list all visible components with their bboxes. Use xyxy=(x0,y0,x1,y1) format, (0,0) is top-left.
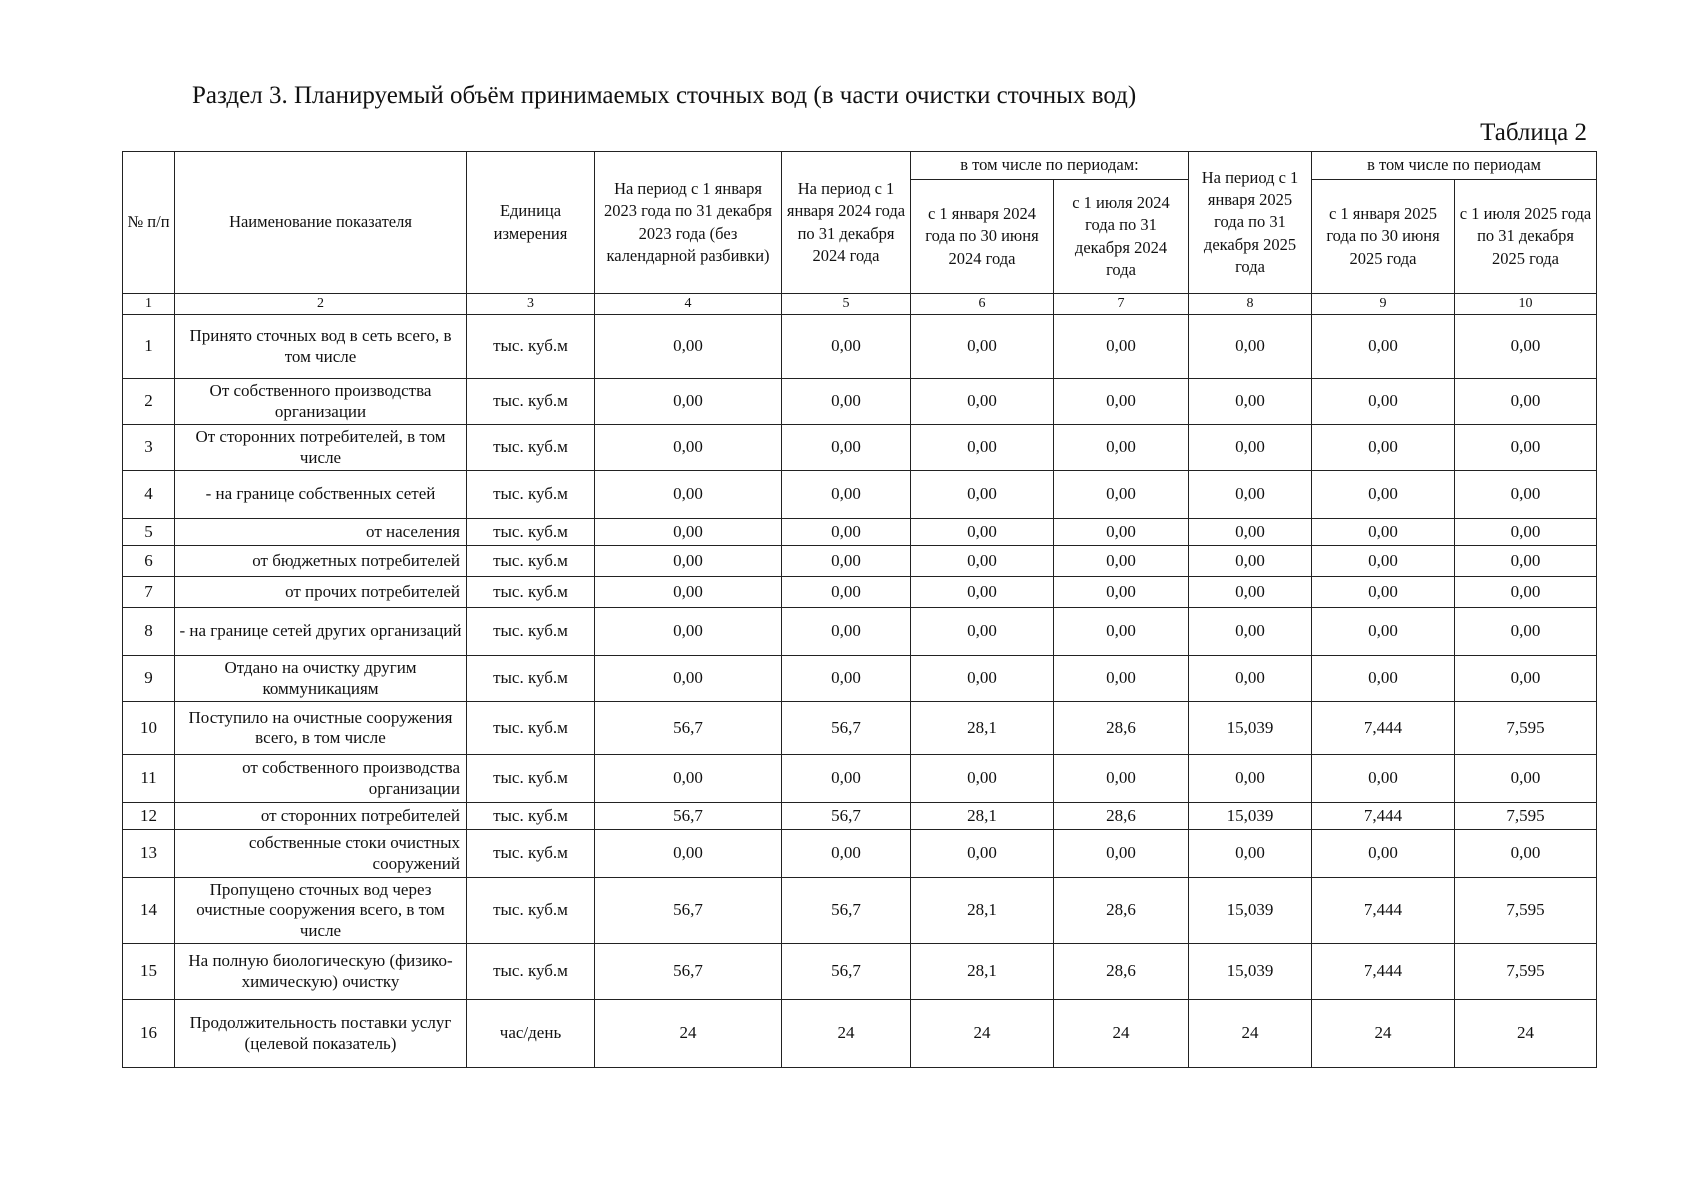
row-value: 0,00 xyxy=(1189,519,1312,546)
row-value: 0,00 xyxy=(1054,577,1189,608)
row-value: 0,00 xyxy=(1455,315,1597,379)
data-table xyxy=(122,151,1597,1068)
row-value: 0,00 xyxy=(911,577,1054,608)
row-value: 0,00 xyxy=(1189,608,1312,656)
column-index: 9 xyxy=(1312,294,1455,315)
row-indicator-name: От сторонних потребителей, в том числе xyxy=(175,425,467,471)
row-value: 7,595 xyxy=(1455,944,1597,1000)
table-row xyxy=(123,425,1597,471)
row-value: 0,00 xyxy=(1054,315,1189,379)
row-value: 7,444 xyxy=(1312,878,1455,944)
row-value: 0,00 xyxy=(595,425,782,471)
row-value: 28,1 xyxy=(911,702,1054,755)
header-group-2025: в том числе по периодам xyxy=(1312,152,1597,180)
row-value: 28,1 xyxy=(911,878,1054,944)
row-value: 28,6 xyxy=(1054,803,1189,830)
header-period-2025: На период с 1 января 2025 года по 31 декабря 2025 года xyxy=(1189,152,1312,294)
row-value: 56,7 xyxy=(782,944,911,1000)
row-value: 0,00 xyxy=(911,519,1054,546)
row-indicator-name: - на границе сетей других организаций xyxy=(175,608,467,656)
row-value: 0,00 xyxy=(1189,546,1312,577)
row-value: 7,595 xyxy=(1455,878,1597,944)
row-value: 0,00 xyxy=(911,608,1054,656)
row-value: 0,00 xyxy=(1312,546,1455,577)
row-value: 0,00 xyxy=(782,577,911,608)
row-value: 0,00 xyxy=(911,546,1054,577)
row-number: 5 xyxy=(123,519,175,546)
row-value: 24 xyxy=(1189,1000,1312,1068)
row-unit: тыс. куб.м xyxy=(467,577,595,608)
table-row xyxy=(123,656,1597,702)
row-unit: тыс. куб.м xyxy=(467,315,595,379)
row-number: 15 xyxy=(123,944,175,1000)
section-title: Раздел 3. Планируемый объём принимаемых сточных вод (в части очистки сточных вод) xyxy=(192,82,1137,109)
header-period-2023: На период с 1 января 2023 года по 31 декабря 2023 года (без календарной разбивки) xyxy=(595,152,782,294)
row-value: 0,00 xyxy=(1312,315,1455,379)
row-value: 0,00 xyxy=(1455,830,1597,878)
column-index: 8 xyxy=(1189,294,1312,315)
row-value: 56,7 xyxy=(782,878,911,944)
row-value: 0,00 xyxy=(1312,656,1455,702)
row-value: 24 xyxy=(1054,1000,1189,1068)
row-value: 0,00 xyxy=(595,379,782,425)
row-value: 0,00 xyxy=(911,379,1054,425)
header-unit: Единица измерения xyxy=(467,152,595,294)
row-unit: час/день xyxy=(467,1000,595,1068)
row-value: 0,00 xyxy=(1189,830,1312,878)
row-value: 0,00 xyxy=(1054,519,1189,546)
table-row xyxy=(123,830,1597,878)
row-number: 13 xyxy=(123,830,175,878)
row-value: 0,00 xyxy=(782,608,911,656)
header-2025-h1: с 1 января 2025 года по 30 июня 2025 года xyxy=(1312,180,1455,294)
row-value: 15,039 xyxy=(1189,878,1312,944)
row-value: 0,00 xyxy=(1189,755,1312,803)
row-value: 56,7 xyxy=(595,702,782,755)
row-value: 0,00 xyxy=(782,546,911,577)
header-2025-h2: с 1 июля 2025 года по 31 декабря 2025 года xyxy=(1455,180,1597,294)
row-value: 0,00 xyxy=(595,577,782,608)
row-value: 0,00 xyxy=(1054,830,1189,878)
row-value: 28,1 xyxy=(911,803,1054,830)
row-value: 0,00 xyxy=(1189,425,1312,471)
row-value: 0,00 xyxy=(1455,471,1597,519)
header-period-2024: На период с 1 января 2024 года по 31 декабря 2024 года xyxy=(782,152,911,294)
header-2024-h1: с 1 января 2024 года по 30 июня 2024 года xyxy=(911,180,1054,294)
row-indicator-name: - на границе собственных сетей xyxy=(175,471,467,519)
row-value: 0,00 xyxy=(782,425,911,471)
row-value: 0,00 xyxy=(1189,656,1312,702)
column-index: 7 xyxy=(1054,294,1189,315)
row-value: 0,00 xyxy=(1054,379,1189,425)
row-number: 14 xyxy=(123,878,175,944)
table-label: Таблица 2 xyxy=(1480,119,1587,146)
table-row xyxy=(123,878,1597,944)
row-value: 0,00 xyxy=(595,315,782,379)
row-unit: тыс. куб.м xyxy=(467,830,595,878)
table-row xyxy=(123,379,1597,425)
row-unit: тыс. куб.м xyxy=(467,944,595,1000)
row-value: 0,00 xyxy=(595,546,782,577)
row-value: 0,00 xyxy=(911,425,1054,471)
row-value: 15,039 xyxy=(1189,944,1312,1000)
row-number: 4 xyxy=(123,471,175,519)
row-value: 56,7 xyxy=(595,803,782,830)
row-indicator-name: от бюджетных потребителей xyxy=(175,546,467,577)
row-value: 0,00 xyxy=(1054,546,1189,577)
row-value: 24 xyxy=(595,1000,782,1068)
header-name: Наименование показателя xyxy=(175,152,467,294)
column-index: 5 xyxy=(782,294,911,315)
row-indicator-name: Продолжительность поставки услуг (целевой показатель) xyxy=(175,1000,467,1068)
row-value: 0,00 xyxy=(595,656,782,702)
row-value: 0,00 xyxy=(911,471,1054,519)
row-number: 3 xyxy=(123,425,175,471)
row-value: 0,00 xyxy=(1054,755,1189,803)
table-row xyxy=(123,755,1597,803)
table-row xyxy=(123,944,1597,1000)
table-row xyxy=(123,471,1597,519)
row-unit: тыс. куб.м xyxy=(467,755,595,803)
column-index: 2 xyxy=(175,294,467,315)
row-value: 0,00 xyxy=(595,755,782,803)
table-row xyxy=(123,608,1597,656)
row-value: 0,00 xyxy=(595,519,782,546)
row-value: 0,00 xyxy=(1312,577,1455,608)
row-value: 0,00 xyxy=(1312,830,1455,878)
row-unit: тыс. куб.м xyxy=(467,425,595,471)
row-value: 0,00 xyxy=(1312,471,1455,519)
row-value: 0,00 xyxy=(1455,425,1597,471)
row-value: 0,00 xyxy=(782,379,911,425)
row-unit: тыс. куб.м xyxy=(467,379,595,425)
row-value: 0,00 xyxy=(782,755,911,803)
row-value: 0,00 xyxy=(1312,519,1455,546)
row-value: 7,595 xyxy=(1455,803,1597,830)
row-unit: тыс. куб.м xyxy=(467,803,595,830)
row-value: 15,039 xyxy=(1189,702,1312,755)
row-value: 15,039 xyxy=(1189,803,1312,830)
row-unit: тыс. куб.м xyxy=(467,702,595,755)
row-value: 0,00 xyxy=(1455,577,1597,608)
row-number: 11 xyxy=(123,755,175,803)
column-index: 6 xyxy=(911,294,1054,315)
row-value: 0,00 xyxy=(911,656,1054,702)
row-value: 0,00 xyxy=(1312,608,1455,656)
row-number: 6 xyxy=(123,546,175,577)
table-row xyxy=(123,546,1597,577)
row-indicator-name: от сторонних потребителей xyxy=(175,803,467,830)
row-indicator-name: Поступило на очистные сооружения всего, в том числе xyxy=(175,702,467,755)
row-value: 24 xyxy=(911,1000,1054,1068)
row-value: 56,7 xyxy=(595,944,782,1000)
row-number: 9 xyxy=(123,656,175,702)
table-row xyxy=(123,1000,1597,1068)
header-num: № п/п xyxy=(123,152,175,294)
row-indicator-name: собственные стоки очистных сооружений xyxy=(175,830,467,878)
row-unit: тыс. куб.м xyxy=(467,546,595,577)
row-value: 56,7 xyxy=(782,803,911,830)
row-value: 0,00 xyxy=(1455,608,1597,656)
row-indicator-name: От собственного производства организации xyxy=(175,379,467,425)
row-value: 0,00 xyxy=(911,830,1054,878)
row-value: 7,595 xyxy=(1455,702,1597,755)
row-value: 0,00 xyxy=(1455,379,1597,425)
row-indicator-name: Отдано на очистку другим коммуникациям xyxy=(175,656,467,702)
column-index-row xyxy=(123,294,1597,315)
row-indicator-name: На полную биологическую (физико-химическую) очистку xyxy=(175,944,467,1000)
row-value: 24 xyxy=(782,1000,911,1068)
row-number: 2 xyxy=(123,379,175,425)
row-unit: тыс. куб.м xyxy=(467,608,595,656)
table-row xyxy=(123,519,1597,546)
table-row xyxy=(123,803,1597,830)
row-value: 0,00 xyxy=(782,471,911,519)
row-value: 0,00 xyxy=(1455,519,1597,546)
column-index: 4 xyxy=(595,294,782,315)
row-number: 1 xyxy=(123,315,175,379)
column-index: 10 xyxy=(1455,294,1597,315)
row-value: 0,00 xyxy=(1189,315,1312,379)
header-2024-h2: с 1 июля 2024 года по 31 декабря 2024 года xyxy=(1054,180,1189,294)
row-value: 56,7 xyxy=(595,878,782,944)
row-indicator-name: Пропущено сточных вод через очистные сооружения всего, в том числе xyxy=(175,878,467,944)
row-unit: тыс. куб.м xyxy=(467,656,595,702)
row-value: 7,444 xyxy=(1312,803,1455,830)
row-value: 0,00 xyxy=(782,519,911,546)
row-number: 16 xyxy=(123,1000,175,1068)
row-unit: тыс. куб.м xyxy=(467,878,595,944)
header-row-1 xyxy=(123,152,1597,180)
row-value: 0,00 xyxy=(782,830,911,878)
row-value: 0,00 xyxy=(595,471,782,519)
row-value: 0,00 xyxy=(1312,379,1455,425)
header-group-2024: в том числе по периодам: xyxy=(911,152,1189,180)
row-value: 24 xyxy=(1312,1000,1455,1068)
row-value: 0,00 xyxy=(1054,608,1189,656)
row-value: 0,00 xyxy=(1054,471,1189,519)
row-indicator-name: от собственного производства организации xyxy=(175,755,467,803)
row-value: 0,00 xyxy=(1189,577,1312,608)
table-row xyxy=(123,315,1597,379)
row-number: 10 xyxy=(123,702,175,755)
row-value: 56,7 xyxy=(782,702,911,755)
column-index: 1 xyxy=(123,294,175,315)
row-value: 0,00 xyxy=(1455,755,1597,803)
row-value: 0,00 xyxy=(1189,379,1312,425)
row-value: 0,00 xyxy=(1312,425,1455,471)
row-value: 0,00 xyxy=(1455,656,1597,702)
row-unit: тыс. куб.м xyxy=(467,519,595,546)
row-unit: тыс. куб.м xyxy=(467,471,595,519)
row-value: 28,6 xyxy=(1054,944,1189,1000)
row-value: 0,00 xyxy=(1455,546,1597,577)
row-value: 0,00 xyxy=(782,315,911,379)
row-value: 0,00 xyxy=(1189,471,1312,519)
row-value: 28,6 xyxy=(1054,878,1189,944)
row-value: 24 xyxy=(1455,1000,1597,1068)
row-indicator-name: Принято сточных вод в сеть всего, в том числе xyxy=(175,315,467,379)
row-number: 12 xyxy=(123,803,175,830)
row-number: 8 xyxy=(123,608,175,656)
row-indicator-name: от прочих потребителей xyxy=(175,577,467,608)
row-value: 0,00 xyxy=(595,608,782,656)
row-value: 0,00 xyxy=(1312,755,1455,803)
row-indicator-name: от населения xyxy=(175,519,467,546)
row-value: 7,444 xyxy=(1312,944,1455,1000)
row-value: 0,00 xyxy=(595,830,782,878)
table-row xyxy=(123,577,1597,608)
column-index: 3 xyxy=(467,294,595,315)
row-number: 7 xyxy=(123,577,175,608)
row-value: 28,1 xyxy=(911,944,1054,1000)
row-value: 0,00 xyxy=(1054,425,1189,471)
row-value: 0,00 xyxy=(782,656,911,702)
row-value: 28,6 xyxy=(1054,702,1189,755)
row-value: 7,444 xyxy=(1312,702,1455,755)
table-row xyxy=(123,702,1597,755)
row-value: 0,00 xyxy=(1054,656,1189,702)
row-value: 0,00 xyxy=(911,755,1054,803)
row-value: 0,00 xyxy=(911,315,1054,379)
